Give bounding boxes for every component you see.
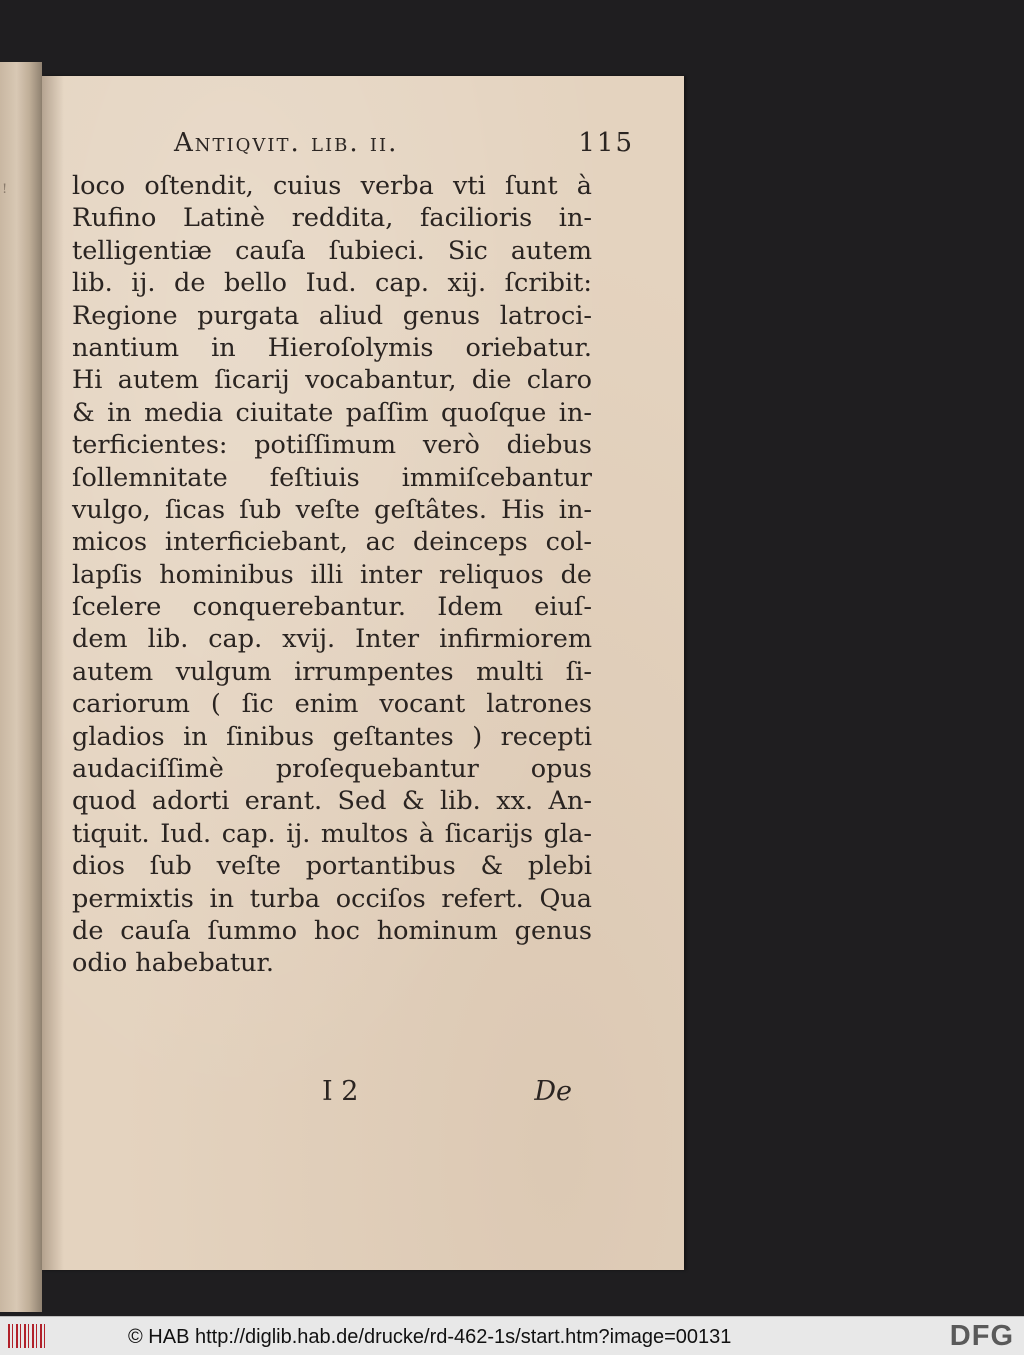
- text-line: lapſis hominibus illi inter reliquos de: [72, 559, 592, 590]
- text-line: lib. ij. de bello Iud. cap. xij. ſcribit:: [72, 268, 592, 299]
- text-line: autem vulgum irrumpentes multi ſi-: [72, 656, 592, 687]
- adjacent-page-edge: [0, 62, 42, 1312]
- gutter-shadow: [42, 76, 64, 1270]
- text-line: micos interficiebant, ac deinceps col-: [72, 527, 592, 558]
- text-line: ſcelere conquerebantur. Idem eiuſ-: [72, 592, 592, 623]
- text-line: dios ſub veſte portantibus & plebi: [72, 851, 592, 882]
- text-line: telligentiæ cauſa ſubieci. Sic autem: [72, 235, 592, 266]
- text-line: de cauſa ſummo hoc hominum genus: [72, 915, 592, 946]
- text-line: dem lib. cap. xvij. Inter infirmiorem: [72, 624, 592, 655]
- page-header: [174, 128, 634, 162]
- page-footer: [322, 1076, 572, 1110]
- body-text: [72, 170, 592, 980]
- text-line: cariorum ( ſic enim vocant latrones: [72, 689, 592, 720]
- text-line: permixtis in turba occiſos refert. Qua: [72, 883, 592, 914]
- running-title: Antiqvit. lib. ii.: [174, 128, 399, 158]
- page-number: 115: [578, 128, 634, 158]
- text-line: gladios in ſinibus geſtantes ) recepti: [72, 721, 592, 752]
- text-line: Rufino Latinè reddita, facilioris in-: [72, 203, 592, 234]
- signature-mark: I 2: [322, 1076, 359, 1107]
- text-line: nantium in Hieroſolymis oriebatur.: [72, 332, 592, 363]
- bleed-mark: !: [2, 182, 8, 197]
- text-line: quod adorti erant. Sed & lib. xx. An-: [72, 786, 592, 817]
- dfg-logo[interactable]: DFG: [949, 1320, 1014, 1352]
- book-page: [42, 76, 684, 1270]
- hab-logo-icon: [8, 1324, 48, 1348]
- copyright-link[interactable]: © HAB http://diglib.hab.de/drucke/rd-462-1s/start.htm?image=00131: [128, 1326, 732, 1348]
- text-line: vulgo, ſicas ſub veſte geſtâtes. His in-: [72, 494, 592, 525]
- text-line: ſollemnitate feſtiuis immiſcebantur: [72, 462, 592, 493]
- text-line: Hi autem ſicarij vocabantur, die claro: [72, 365, 592, 396]
- catchword: De: [534, 1076, 572, 1107]
- text-line: terficientes: potiſſimum verò diebus: [72, 430, 592, 461]
- text-line: tiquit. Iud. cap. ij. multos à ſicarijs gla-: [72, 818, 592, 849]
- text-line: audaciſſimè proſequebantur opus: [72, 754, 592, 785]
- text-line: odio habebatur.: [72, 948, 275, 979]
- viewer-footer-bar: [0, 1316, 1024, 1355]
- text-line: & in media ciuitate paſſim quoſque in-: [72, 397, 592, 428]
- text-line: Regione purgata aliud genus latroci-: [72, 300, 592, 331]
- text-line: loco oſtendit, cuius verba vti ſunt à: [72, 171, 592, 201]
